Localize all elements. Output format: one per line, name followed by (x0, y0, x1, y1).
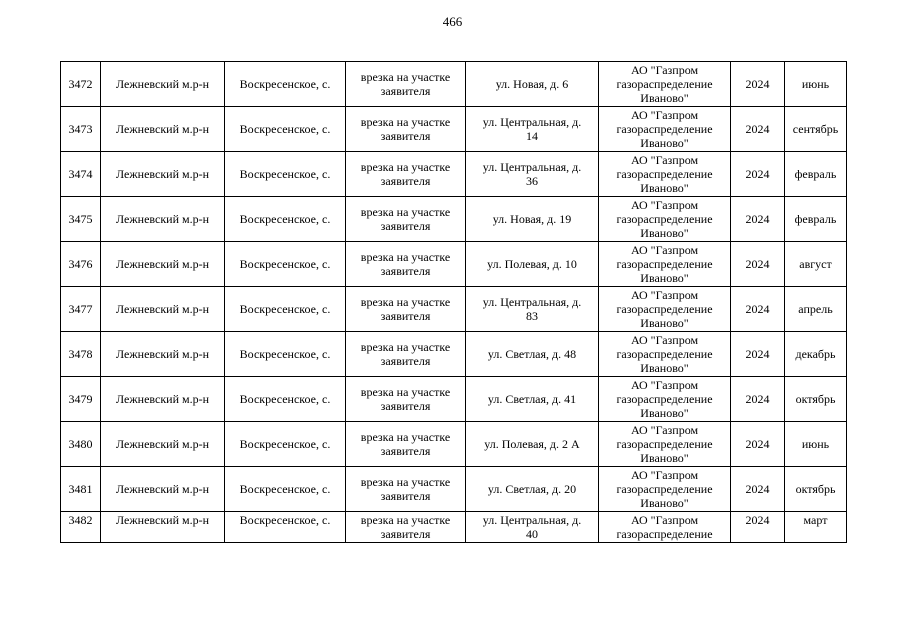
cell-work-type-line: заявителя (380, 129, 431, 143)
cell-address-line: ул. Полевая, д. 10 (487, 257, 577, 271)
cell-district: Лежневский м.р-н (101, 107, 225, 152)
cell-address (466, 377, 599, 422)
cell-organization-line: Иваново" (640, 451, 689, 465)
cell-work-type (346, 197, 466, 242)
cell-year: 2024 (731, 332, 785, 377)
cell-address-line: ул. Центральная, д. (482, 160, 582, 174)
cell-address-line: ул. Полевая, д. 2 А (484, 437, 580, 451)
cell-address (466, 152, 599, 197)
cell-work-type-line: заявителя (380, 309, 431, 323)
cell-organization-line: АО "Газпром (630, 153, 699, 167)
cell-year: 2024 (731, 242, 785, 287)
table-row (61, 467, 847, 512)
cell-organization-line: Иваново" (640, 136, 689, 150)
cell-address-line: ул. Светлая, д. 41 (487, 392, 577, 406)
cell-work-type-line: врезка на участке (360, 430, 451, 444)
cell-number: 3476 (61, 242, 101, 287)
cell-work-type-line: заявителя (380, 219, 431, 233)
cell-address-line: ул. Центральная, д. (482, 513, 582, 527)
cell-organization (599, 242, 731, 287)
cell-organization-line: газораспределение (616, 257, 713, 271)
cell-address (466, 242, 599, 287)
cell-organization (599, 422, 731, 467)
table-row (61, 512, 847, 543)
cell-work-type (346, 467, 466, 512)
cell-settlement: Воскресенское, с. (225, 377, 346, 422)
cell-district: Лежневский м.р-н (101, 377, 225, 422)
cell-work-type-line: врезка на участке (360, 340, 451, 354)
cell-settlement: Воскресенское, с. (225, 107, 346, 152)
cell-month: октябрь (785, 467, 847, 512)
cell-organization-line: АО "Газпром (630, 243, 699, 257)
cell-district: Лежневский м.р-н (101, 62, 225, 107)
table-row (61, 242, 847, 287)
cell-settlement: Воскресенское, с. (225, 152, 346, 197)
cell-work-type (346, 62, 466, 107)
page-number: 466 (442, 14, 463, 29)
cell-year: 2024 (731, 287, 785, 332)
cell-settlement: Воскресенское, с. (225, 62, 346, 107)
cell-organization-line: АО "Газпром (630, 513, 699, 527)
cell-organization-line: АО "Газпром (630, 63, 699, 77)
cell-work-type-line: заявителя (380, 174, 431, 188)
cell-organization-line: Иваново" (640, 361, 689, 375)
cell-work-type-line: заявителя (380, 399, 431, 413)
table-row (61, 422, 847, 467)
cell-district: Лежневский м.р-н (101, 422, 225, 467)
cell-number: 3477 (61, 287, 101, 332)
cell-work-type-line: врезка на участке (360, 250, 451, 264)
cell-year: 2024 (731, 422, 785, 467)
cell-address (466, 422, 599, 467)
cell-work-type-line: заявителя (380, 264, 431, 278)
cell-settlement: Воскресенское, с. (225, 467, 346, 512)
cell-month: сентябрь (785, 107, 847, 152)
cell-organization-line: Иваново" (640, 91, 689, 105)
cell-number: 3481 (61, 467, 101, 512)
cell-month: март (785, 512, 847, 543)
cell-organization-line: газораспределение (616, 392, 713, 406)
cell-year: 2024 (731, 107, 785, 152)
cell-work-type (346, 107, 466, 152)
cell-address-line: ул. Светлая, д. 20 (487, 482, 577, 496)
cell-month: август (785, 242, 847, 287)
cell-organization-line: газораспределение (616, 122, 713, 136)
table-row (61, 332, 847, 377)
cell-work-type-line: врезка на участке (360, 160, 451, 174)
cell-work-type-line: врезка на участке (360, 115, 451, 129)
cell-settlement: Воскресенское, с. (225, 332, 346, 377)
cell-organization (599, 377, 731, 422)
cell-organization-line: Иваново" (640, 406, 689, 420)
cell-work-type-line: заявителя (380, 354, 431, 368)
cell-work-type (346, 242, 466, 287)
cell-settlement: Воскресенское, с. (225, 197, 346, 242)
cell-organization-line: АО "Газпром (630, 468, 699, 482)
cell-year: 2024 (731, 467, 785, 512)
cell-organization (599, 287, 731, 332)
cell-work-type (346, 152, 466, 197)
cell-work-type-line: врезка на участке (360, 385, 451, 399)
cell-district: Лежневский м.р-н (101, 242, 225, 287)
cell-organization-line: Иваново" (640, 316, 689, 330)
table-row (61, 62, 847, 107)
cell-number: 3472 (61, 62, 101, 107)
cell-year: 2024 (731, 197, 785, 242)
cell-year: 2024 (731, 377, 785, 422)
table-row (61, 107, 847, 152)
cell-work-type (346, 332, 466, 377)
cell-year: 2024 (731, 62, 785, 107)
cell-month: июнь (785, 62, 847, 107)
cell-organization-line: газораспределение (616, 77, 713, 91)
cell-month: апрель (785, 287, 847, 332)
cell-work-type (346, 377, 466, 422)
cell-organization (599, 467, 731, 512)
cell-year: 2024 (731, 512, 785, 543)
cell-organization-line: газораспределение (616, 482, 713, 496)
cell-district: Лежневский м.р-н (101, 467, 225, 512)
cell-organization-line: АО "Газпром (630, 333, 699, 347)
cell-organization (599, 512, 731, 543)
cell-work-type-line: заявителя (380, 84, 431, 98)
registry-table (60, 61, 847, 543)
table-row (61, 287, 847, 332)
cell-organization (599, 107, 731, 152)
cell-organization-line: газораспределение (616, 527, 713, 541)
cell-district: Лежневский м.р-н (101, 332, 225, 377)
cell-address-line: ул. Новая, д. 6 (495, 77, 569, 91)
cell-settlement: Воскресенское, с. (225, 287, 346, 332)
cell-organization-line: АО "Газпром (630, 108, 699, 122)
cell-address-line: ул. Светлая, д. 48 (487, 347, 577, 361)
cell-organization-line: Иваново" (640, 496, 689, 510)
cell-organization-line: АО "Газпром (630, 378, 699, 392)
cell-number: 3474 (61, 152, 101, 197)
cell-month: июнь (785, 422, 847, 467)
cell-work-type-line: врезка на участке (360, 475, 451, 489)
cell-number: 3478 (61, 332, 101, 377)
cell-organization (599, 332, 731, 377)
cell-work-type-line: врезка на участке (360, 205, 451, 219)
cell-address (466, 512, 599, 543)
cell-address-line: ул. Центральная, д. (482, 295, 582, 309)
cell-work-type (346, 287, 466, 332)
cell-address (466, 197, 599, 242)
cell-month: декабрь (785, 332, 847, 377)
cell-address-line: 83 (526, 309, 538, 323)
cell-work-type-line: врезка на участке (360, 295, 451, 309)
cell-settlement: Воскресенское, с. (225, 422, 346, 467)
cell-district: Лежневский м.р-н (101, 512, 225, 543)
cell-organization-line: АО "Газпром (630, 288, 699, 302)
cell-month: октябрь (785, 377, 847, 422)
cell-address (466, 287, 599, 332)
cell-work-type-line: заявителя (380, 527, 431, 541)
cell-number: 3480 (61, 422, 101, 467)
table-row (61, 152, 847, 197)
cell-organization-line: Иваново" (640, 226, 689, 240)
cell-organization-line: АО "Газпром (630, 423, 699, 437)
cell-address (466, 332, 599, 377)
cell-address (466, 62, 599, 107)
cell-work-type (346, 422, 466, 467)
cell-month: февраль (785, 152, 847, 197)
cell-settlement: Воскресенское, с. (225, 242, 346, 287)
cell-work-type-line: врезка на участке (360, 70, 451, 84)
cell-organization-line: газораспределение (616, 437, 713, 451)
cell-work-type (346, 512, 466, 543)
cell-month: февраль (785, 197, 847, 242)
cell-number: 3479 (61, 377, 101, 422)
cell-district: Лежневский м.р-н (101, 287, 225, 332)
cell-work-type-line: заявителя (380, 444, 431, 458)
registry-body (61, 62, 847, 543)
cell-organization (599, 197, 731, 242)
table-row (61, 377, 847, 422)
cell-work-type-line: заявителя (380, 489, 431, 503)
cell-organization-line: газораспределение (616, 212, 713, 226)
cell-number: 3482 (61, 512, 101, 543)
cell-number: 3473 (61, 107, 101, 152)
cell-address-line: 40 (526, 527, 538, 541)
cell-number: 3475 (61, 197, 101, 242)
table-row (61, 197, 847, 242)
cell-address-line: 14 (526, 129, 538, 143)
cell-organization-line: Иваново" (640, 181, 689, 195)
cell-address (466, 467, 599, 512)
cell-address (466, 107, 599, 152)
cell-organization-line: газораспределение (616, 302, 713, 316)
cell-organization-line: газораспределение (616, 167, 713, 181)
cell-organization-line: АО "Газпром (630, 198, 699, 212)
cell-district: Лежневский м.р-н (101, 152, 225, 197)
cell-work-type-line: врезка на участке (360, 513, 451, 527)
cell-organization (599, 152, 731, 197)
cell-address-line: ул. Новая, д. 19 (492, 212, 572, 226)
cell-organization-line: газораспределение (616, 347, 713, 361)
cell-address-line: ул. Центральная, д. (482, 115, 582, 129)
cell-settlement: Воскресенское, с. (225, 512, 346, 543)
cell-district: Лежневский м.р-н (101, 197, 225, 242)
cell-organization-line: Иваново" (640, 271, 689, 285)
cell-year: 2024 (731, 152, 785, 197)
cell-address-line: 36 (526, 174, 538, 188)
cell-organization (599, 62, 731, 107)
